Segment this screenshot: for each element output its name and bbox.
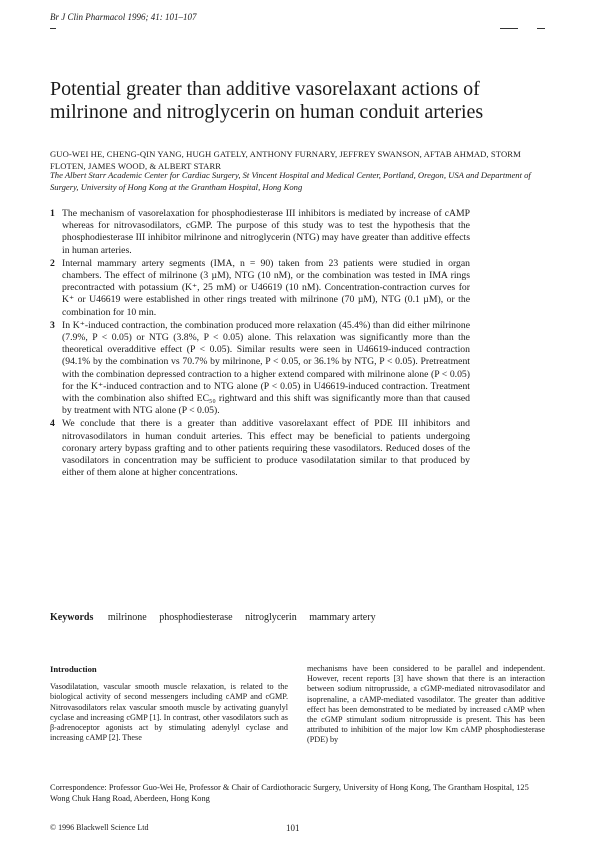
abstract-item bbox=[50, 320, 470, 418]
journal-reference: Br J Clin Pharmacol 1996; 41: 101–107 bbox=[50, 12, 197, 22]
left-column bbox=[50, 664, 288, 743]
keyword: nitroglycerin bbox=[245, 612, 297, 623]
header-rule-marks bbox=[50, 28, 545, 34]
page-footer bbox=[50, 823, 545, 835]
author-affiliation: The Albert Starr Academic Center for Cardiac Surgery, St Vincent Hospital and Medical Center, Portland, Oregon, USA and Department of Surgery, University of Hong Kong at the Grantham Hospital, Hong Kong bbox=[50, 170, 531, 192]
abstract-list bbox=[50, 208, 470, 480]
keyword: mammary artery bbox=[309, 612, 376, 623]
keywords-line bbox=[50, 612, 386, 623]
right-column bbox=[307, 664, 545, 746]
abstract-item-number: 4 bbox=[50, 418, 55, 430]
abstract-item bbox=[50, 258, 470, 319]
keywords-label: Keywords bbox=[50, 612, 94, 623]
keyword: milrinone bbox=[107, 612, 147, 623]
article-title: Potential greater than additive vasorelaxant actions of milrinone and nitroglycerin on human conduit arteries bbox=[50, 78, 484, 123]
correspondence-note: Correspondence: Professor Guo-Wei He, Professor & Chair of Cardiothoracic Surgery, University of Hong Kong, The Grantham Hospital, 125 Wong Chuk Hang Road, Aberdeen, Hong Kong bbox=[50, 783, 529, 803]
copyright-notice: © 1996 Blackwell Science Ltd bbox=[50, 823, 149, 832]
abstract-item-text: The mechanism of vasorelaxation for phosphodiesterase III inhibitors is mediated by increase of cAMP whereas for nitrovasodilators, cGMP. The purpose of this study was to test the hypothesis that the phosphodiesterase III inhibitor milrinone and nitroglycerin (NTG) may have greater than additive effects in human arteries. bbox=[62, 208, 470, 256]
abstract-item bbox=[50, 418, 470, 479]
section-heading: Introduction bbox=[50, 664, 97, 674]
abstract-item-text: We conclude that there is a greater than additive vasorelaxant effect of PDE III inhibitors and nitrovasodilators in human conduit arteries. This effect may be beneficial to patients undergoing coronary artery bypass grafting and to other patients requiring these vasodilators. Reduced doses of the vasodilators in concentration may be sufficient to produce vasodilatation similar to that produced by either of them alone at higher concentrations. bbox=[62, 418, 470, 479]
author-list: GUO-WEI HE, CHENG-QIN YANG, HUGH GATELY, ANTHONY FURNARY, JEFFREY SWANSON, AFTAB AHMAD, STORM FLOTEN, JAMES WOOD, & ALBERT STARR bbox=[50, 149, 521, 171]
abstract-item-text: Internal mammary artery segments (IMA, n = 90) taken from 23 patients were studied in organ chambers. The effect of milrinone (3 µM), NTG (10 nM), or the combination was tested in IMA rings precontracted with potassium (K⁺, 25 mM) or U46619 (10 nM). Concentration-contraction curves for K⁺ or U46619 were established in other rings treated with milrinone (70 µM), NTG (0.1 µM), or the combination for 10 min. bbox=[62, 257, 470, 318]
abstract-item-number: 1 bbox=[50, 208, 55, 219]
page-number: 101 bbox=[286, 823, 300, 833]
intro-paragraph-left: Vasodilatation, vascular smooth muscle relaxation, is related to the biological activity of second messengers including cAMP and cGMP. Nitrovasodilators relax vascular smooth muscle by activating guanylyl cyclase and increasing cGMP [1]. In contrast, other vasodilators such as β-adrenoceptor agonists act by stimulating adenylyl cyclase and increasing cAMP [2]. These bbox=[50, 682, 288, 743]
body-columns bbox=[50, 664, 545, 776]
abstract-item-number: 2 bbox=[50, 257, 55, 269]
abstract-item bbox=[50, 208, 470, 257]
abstract-item-text: In K⁺-induced contraction, the combination produced more relaxation (45.4%) than did either milrinone (7.9%, P < 0.05) or NTG (3.8%, P < 0.05) alone. This relaxation was significantly more than the theoretical overadditive effect (P < 0.05). Similar results were seen in U46619-induced contraction (94.1% by the combination vs 70.7% by milrinone, P < 0.05, or 36.1% by NTG, P < 0.05). Pretreatment with the combination depressed contraction to a higher extend compared with milrinone alone (P < 0.05) for the K⁺-induced contraction and to NTG alone (P < 0.05) in U46619-induced contraction. Treatment with the combination also shifted EC₅₀ rightward and this shift was significantly more than that caused by treatment with NTG alone (P < 0.05). bbox=[62, 319, 470, 417]
intro-paragraph-right: mechanisms have been considered to be parallel and independent. However, recent reports [3] have shown that there is an interaction between sodium nitroprusside, a cGMP-mediated nitrovasodilator and isoprenaline, a cAMP-mediated vasodilator. The greater than additive effect has been demonstrated to be mediated by increased cAMP when the cGMP stimulant sodium nitroprusside is present. This has been attributed to inhibition of the major low Km cAMP phosphodiesterase (PDE) by bbox=[307, 664, 545, 745]
keyword: phosphodiesterase bbox=[159, 612, 233, 623]
abstract-item-number: 3 bbox=[50, 319, 55, 331]
